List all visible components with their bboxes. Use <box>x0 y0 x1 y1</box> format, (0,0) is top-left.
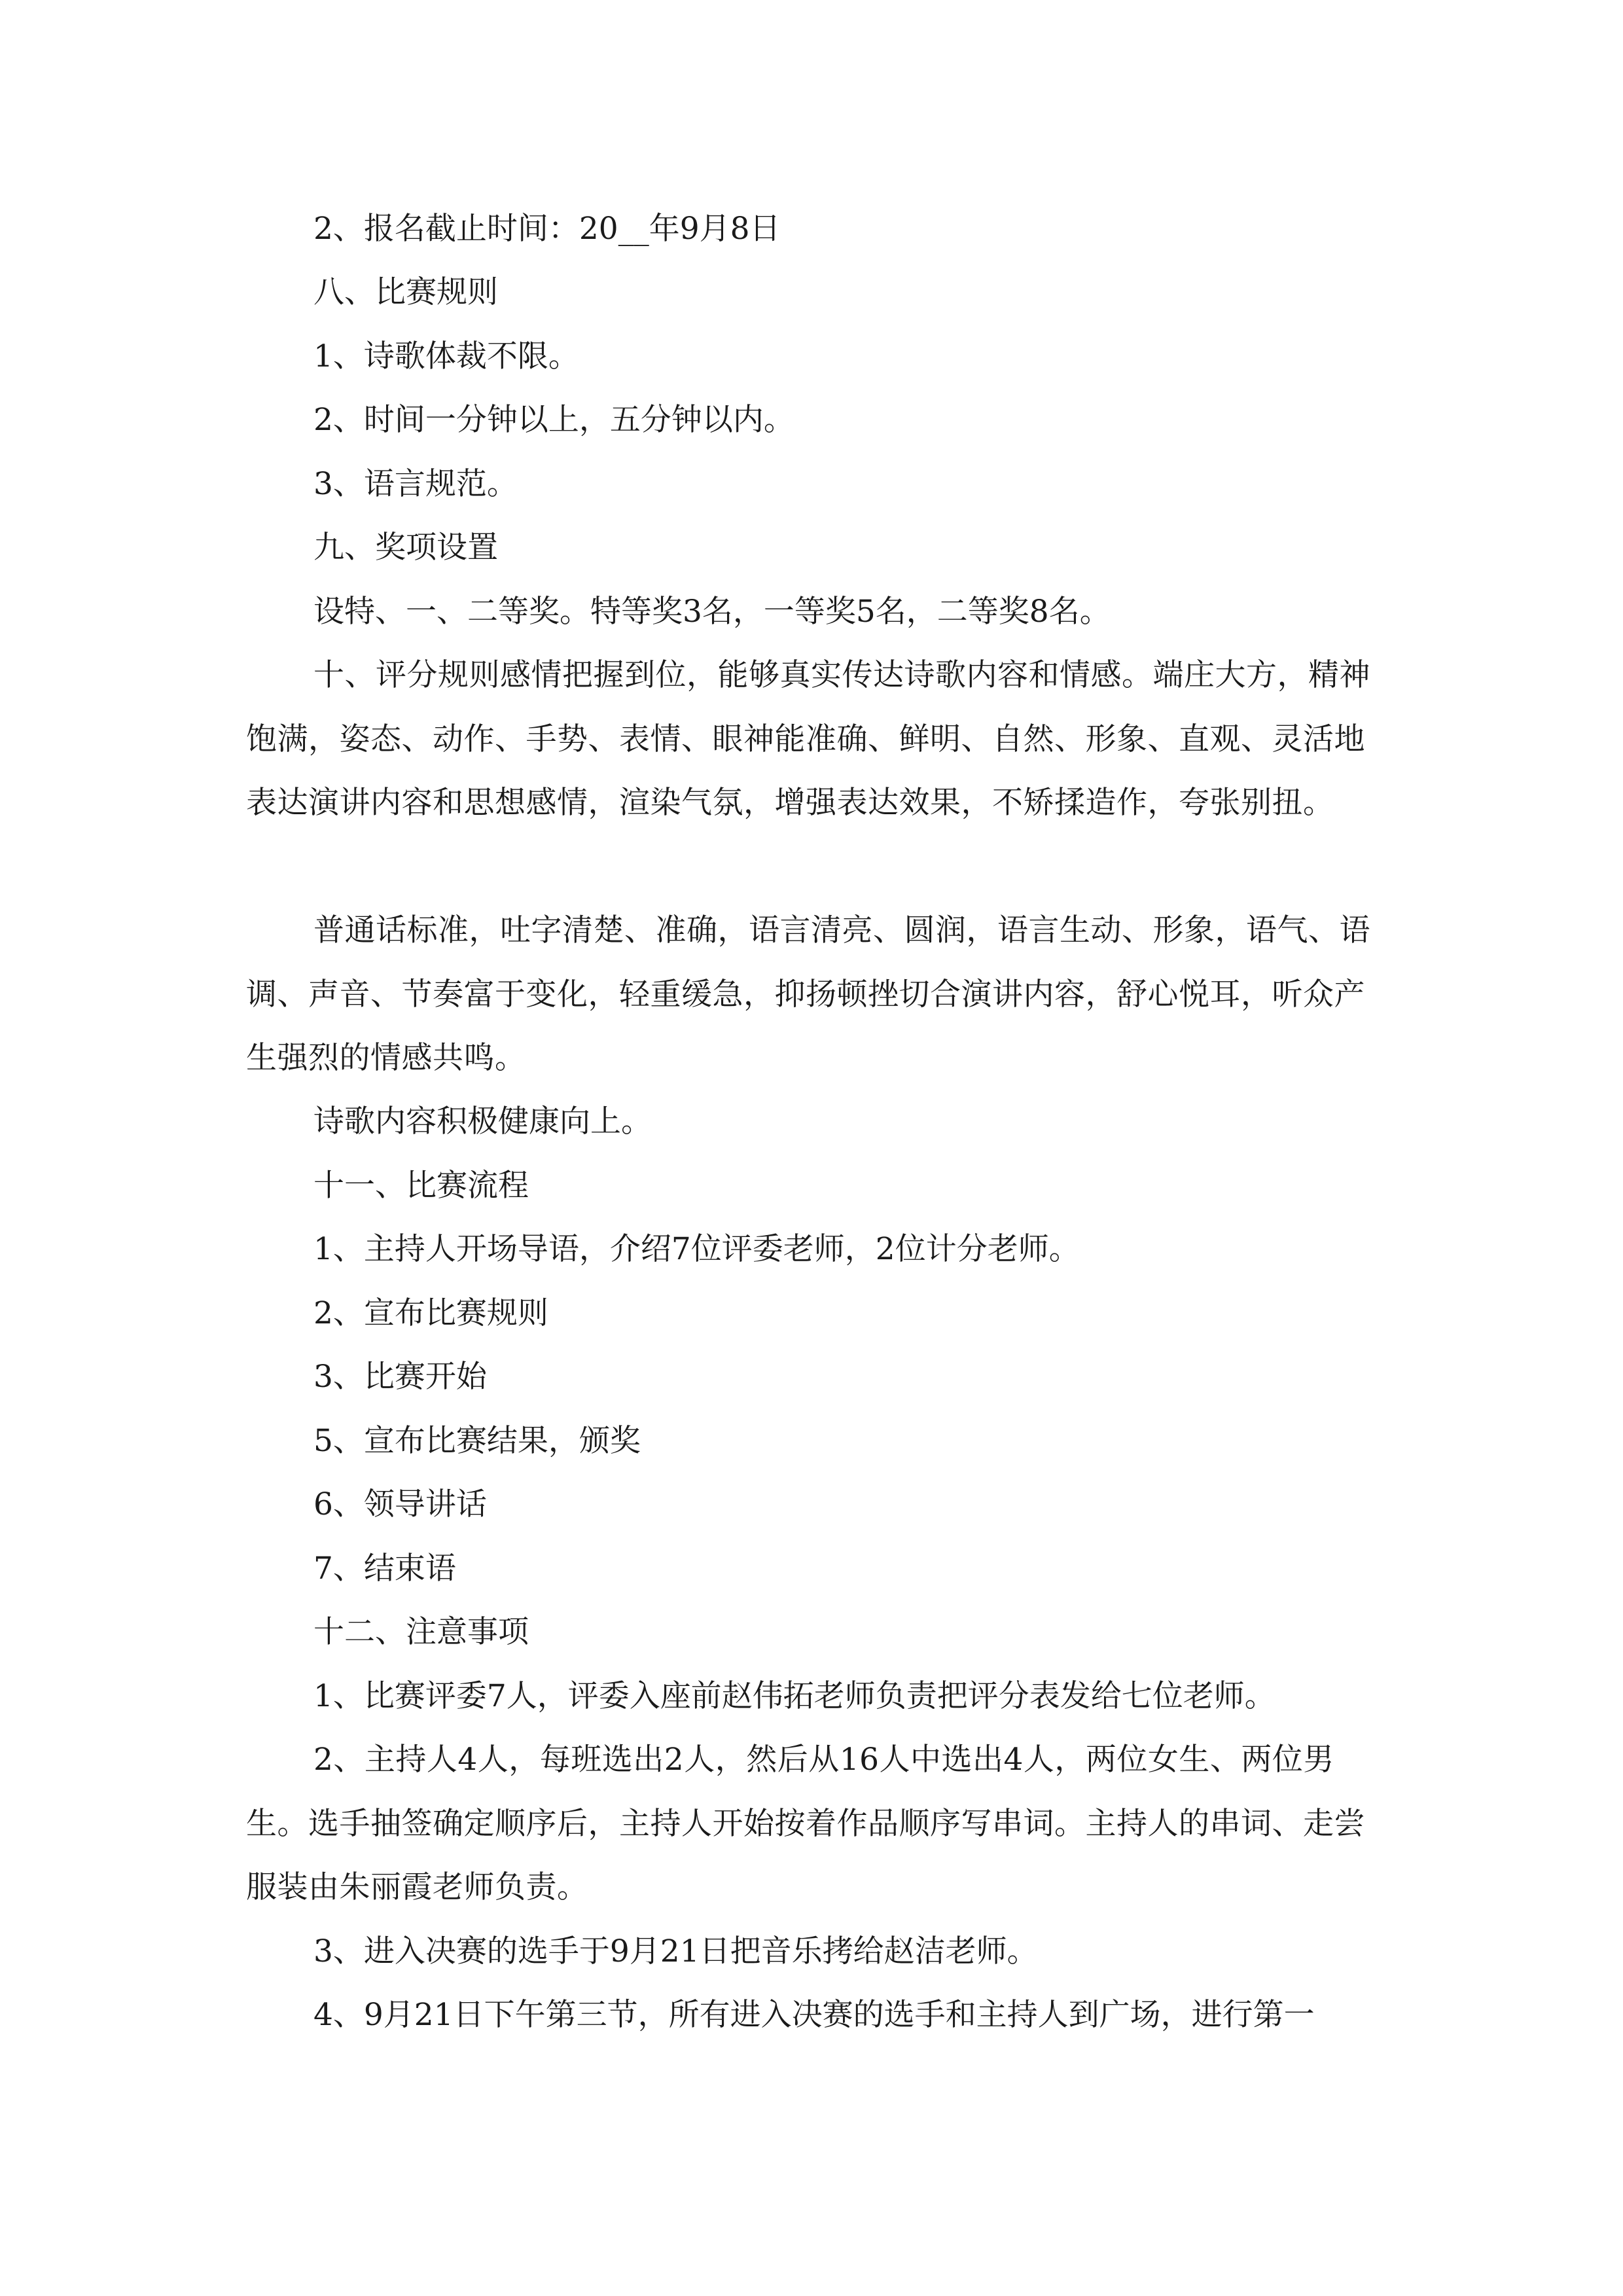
note-item-4: 4、9月21日下午第三节，所有进入决赛的选手和主持人到广场，进行第一 <box>313 1997 1315 2033</box>
registration-deadline: 2、报名截止时间：20__年9月8日 <box>313 211 781 247</box>
section-heading-awards: 九、奖项设置 <box>313 529 498 565</box>
process-item-6: 6、领导讲话 <box>313 1486 487 1522</box>
content-requirement: 诗歌内容积极健康向上。 <box>313 1103 652 1139</box>
process-item-5: 5、宣布比赛结果，颁奖 <box>313 1423 641 1459</box>
process-item-3: 3、比赛开始 <box>313 1359 487 1395</box>
note-item-2-paragraph: 2、主持人4人，每班选出2人，然后从16人中选出4人，两位女生、两位男生。选手抽签确定顺序后，主持人开始按着作品顺序写串词。主持人的串词、走尝服装由朱丽霞老师负责。 <box>246 1742 1365 1905</box>
section-heading-process: 十一、比赛流程 <box>313 1168 529 1204</box>
awards-text: 设特、一、二等奖。特等奖3名，一等奖5名，二等奖8名。 <box>313 594 1111 630</box>
note-item-3: 3、进入决赛的选手于9月21日把音乐拷给赵洁老师。 <box>313 1933 1038 1969</box>
rule-item-3: 3、语言规范。 <box>313 466 518 502</box>
scoring-paragraph: 十、评分规则感情把握到位，能够真实传达诗歌内容和情感。端庄大方，精神饱满，姿态、动作、手势、表情、眼神能准确、鲜明、自然、形象、直观、灵活地表达演讲内容和思想感情，渲染气氛，增强表达效果，不矫揉造作，夸张别扭。 <box>246 657 1370 821</box>
process-item-7: 7、结束语 <box>313 1551 456 1587</box>
process-item-1: 1、主持人开场导语，介绍7位评委老师，2位计分老师。 <box>313 1231 1080 1267</box>
note-item-1: 1、比赛评委7人，评委入座前赵伟拓老师负责把评分表发给七位老师。 <box>313 1678 1275 1714</box>
rule-item-1: 1、诗歌体裁不限。 <box>313 338 579 374</box>
process-item-2: 2、宣布比赛规则 <box>313 1295 548 1331</box>
mandarin-paragraph: 普通话标准，吐字清楚、准确，语言清亮、圆润，语言生动、形象，语气、语调、声音、节奏富于变化，轻重缓急，抑扬顿挫切合演讲内容，舒心悦耳，听众产生强烈的情感共鸣。 <box>246 912 1370 1076</box>
section-heading-rules: 八、比赛规则 <box>313 274 498 310</box>
rule-item-2: 2、时间一分钟以上，五分钟以内。 <box>313 402 794 438</box>
section-heading-notes: 十二、注意事项 <box>313 1614 529 1650</box>
